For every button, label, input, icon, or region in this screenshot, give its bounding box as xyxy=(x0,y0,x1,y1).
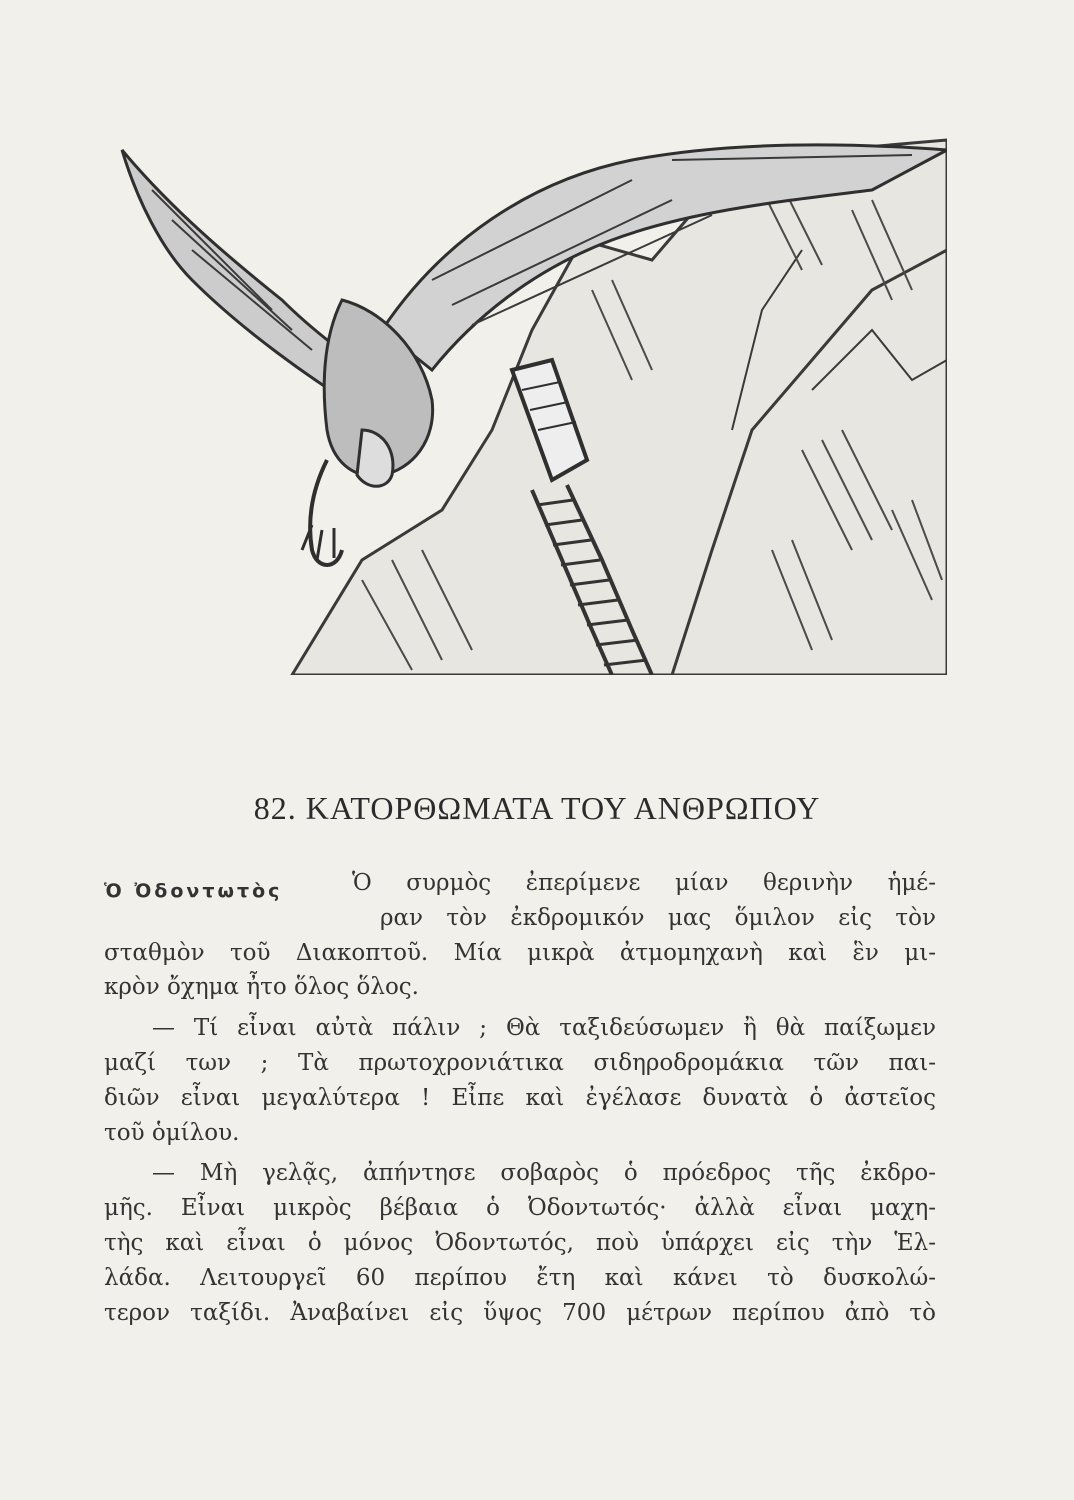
text-line: σταθμὸν τοῦ Διακοπτοῦ. Μία μικρὰ ἀτμομηχανὴ καὶ ἓν μι- xyxy=(104,939,936,966)
text-line: — Τί εἶναι αὐτὰ πάλιν ; Θὰ ταξιδεύσωμεν ἢ θὰ παίξωμεν xyxy=(152,1015,936,1042)
first-paragraph xyxy=(104,866,936,936)
text-line: μαζί των ; Τὰ πρωτοχρονιάτικα σιδηροδρομάκια τῶν παι- xyxy=(104,1049,936,1076)
second-paragraph xyxy=(104,1011,936,1150)
chapter-title: 82. ΚΑΤΟΡΘΩΜΑΤΑ ΤΟΥ ΑΝΘΡΩΠΟΥ xyxy=(253,790,821,826)
body-text xyxy=(104,866,936,1330)
text-line: κρὸν ὄχημα ἦτο ὅλος ὅλος. xyxy=(104,974,419,1001)
text-line: τερον ταξίδι. Ἀναβαίνει εἰς ὕψος 700 μέτρων περίπου ἀπὸ τὸ xyxy=(104,1299,936,1326)
side-heading: Ὁ Ὀδοντωτὸς xyxy=(104,880,283,902)
text-line: ραν τὸν ἐκδρομικόν μας ὅμιλον εἰς τὸν xyxy=(380,904,936,931)
eagle-over-rack-railway-icon xyxy=(112,130,947,675)
third-paragraph xyxy=(104,1156,936,1330)
eagle-train-illustration xyxy=(112,130,947,675)
text-line: διῶν εἶναι μεγαλύτερα ! Εἶπε καὶ ἐγέλασε δυνατὰ ὁ ἀστεῖος xyxy=(104,1084,936,1111)
text-line: τοῦ ὁμίλου. xyxy=(104,1119,240,1146)
text-line: τὴς καὶ εἶναι ὁ μόνος Ὀδοντωτός, ποὺ ὑπάρχει εἰς τὴν Ἑλ- xyxy=(104,1229,936,1256)
text-line: — Μὴ γελᾷς, ἀπήντησε σοβαρὸς ὁ πρόεδρος τῆς ἐκδρο- xyxy=(152,1160,936,1187)
text-line: λάδα. Λειτουργεῖ 60 περίπου ἔτη καὶ κάνει τὸ δυσκολώ- xyxy=(104,1264,936,1291)
text-line: Ὁ συρμὸς ἐπερίμενε μίαν θερινὴν ἡμέ- xyxy=(352,870,936,896)
text-line: μῆς. Εἶναι μικρὸς βέβαια ὁ Ὀδοντωτός· ἀλλὰ εἶναι μαχη- xyxy=(104,1195,936,1222)
